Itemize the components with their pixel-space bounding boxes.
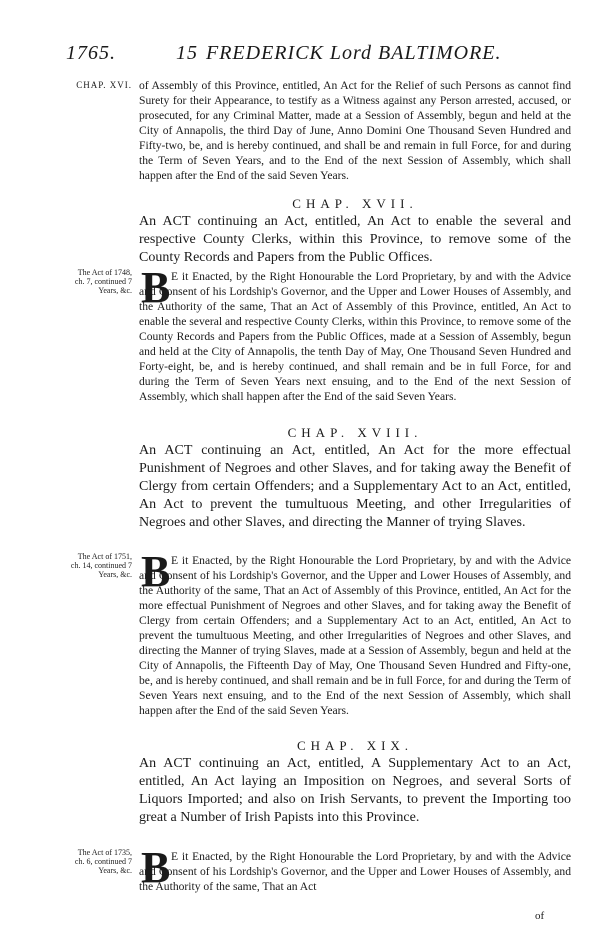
chap17-title: An ACT continuing an Act, entitled, An Act to enable the several and respective County Clerks, within this Province, to remove some of the County Records and Papers from the Public Offices. [139,214,571,265]
chap17-dropcap: B [141,263,171,312]
chap16-text: of Assembly of this Province, entitled, An Act for the Relief of such Persons as cannot find Surety for their Appearance, to testify as a Witness against any Person arrested, accused, or prosecuted, for any Criminal Matter, made at a Session of Assembly, begun and held at the City of Annapolis, the third Day of June, Anno Domini One Thousand Seven Hundred and Fifty-two, be, and is hereby continued, and shall be and remain in full Force, for and during the Term of Seven Years, and to the End of the next Session of Assembly, which shall happen after the End of the said Seven Years. [139,79,571,182]
chap18-heading: CHAP. XVIII. [287,425,423,440]
chap17-enacting-clause: E it Enacted, by the Right Honourable the Lord Proprietary, by and with the Advice and Consent of his Lordship's Governor, and the Upper and Lower Houses of Assembly, and the Authority of the same, That an Act of Assembly of this Province, entitled, An Act to enable the several and respective County Clerks, within this Province, to remove some of the County Records and Papers from the Public Offices, made at a Session of Assembly, begun and held at the City of Annapolis, the tenth Day of May, One Thousand Seven Hundred and Forty-eight, be, and is hereby continued, and shall remain and be in full Force, for and during the Term of Seven Years next ensuing, and to the End of the next Session of Assembly, which shall happen after the End of the said Seven Years. [139,270,571,403]
chap17-heading: CHAP. XVII. [292,196,418,211]
page-header [66,42,572,66]
chap19-enacting-clause: E it Enacted, by the Right Honourable the Lord Proprietary, by and with the Advice and Consent of his Lordship's Governor, and the Upper and Lower Houses of Assembly, and the Authority of the same, That an Act [139,850,571,893]
chap19-dropcap: B [141,843,171,892]
header-year: 1765. [66,42,116,64]
chap18-dropcap: B [141,547,171,596]
header-title: FREDERICK Lord BALTIMORE. [206,42,502,64]
header-folio: 15 [176,42,198,64]
chap19-title: An ACT continuing an Act, entitled, A Supplementary Act to an Act, entitled, An Act laying an Imposition on Negroes, and several Sorts of Liquors Imported; and also on Irish Servants, to prevent the Importing too great a Number of Irish Papists into this Province. [139,756,571,825]
margin-note-17: The Act of 1748, ch. 7, continued 7 Years, &c. [74,268,132,295]
chap18-title: An ACT continuing an Act, entitled, An Act for the more effectual Punishment of Negroes and other Slaves, and for taking away the Benefit of Clergy from certain Offenders; and a Supplementary Act to an Act, entitled, An Act to prevent the tumultuous Meeting, and other Irregularities of Negroes and other Slaves, and directing the Manner of trying Slaves. [139,443,571,530]
chap19-heading: CHAP. XIX. [296,738,414,753]
chap18-enacting-clause: E it Enacted, by the Right Honourable the Lord Proprietary, by and with the Advice and Consent of his Lordship's Governor, and the Upper and Lower Houses of Assembly, and the Authority of the same, That an Act of Assembly of this Province, entitled, An Act for the more effectual Punishment of Negroes and other Slaves, and for taking away the Benefit of Clergy from certain Offenders; and a Supplementary Act to an Act, entitled, An Act to prevent the tumultuous Meeting, and other Irregularities of Negroes and other Slaves, and directing the Manner of trying Slaves, made at a Session of Assembly, begun and held at the City of Annapolis, the Fifteenth Day of May, One Thousand Seven Hundred and Fifty-one, be, and is hereby continued, and shall remain and be in full Force, for and during the Term of Seven Years next ensuing, and to the End of the next Session of Assembly, which shall happen after the End of the said Seven Years. [139,554,572,717]
margin-note-19: The Act of 1735, ch. 6, continued 7 Years, &c. [74,848,132,875]
margin-note-18: The Act of 1751, ch. 14, continued 7 Years, &c. [70,552,132,579]
margin-chap-16: CHAP. XVI. [76,80,132,90]
catchword: of [535,910,545,922]
